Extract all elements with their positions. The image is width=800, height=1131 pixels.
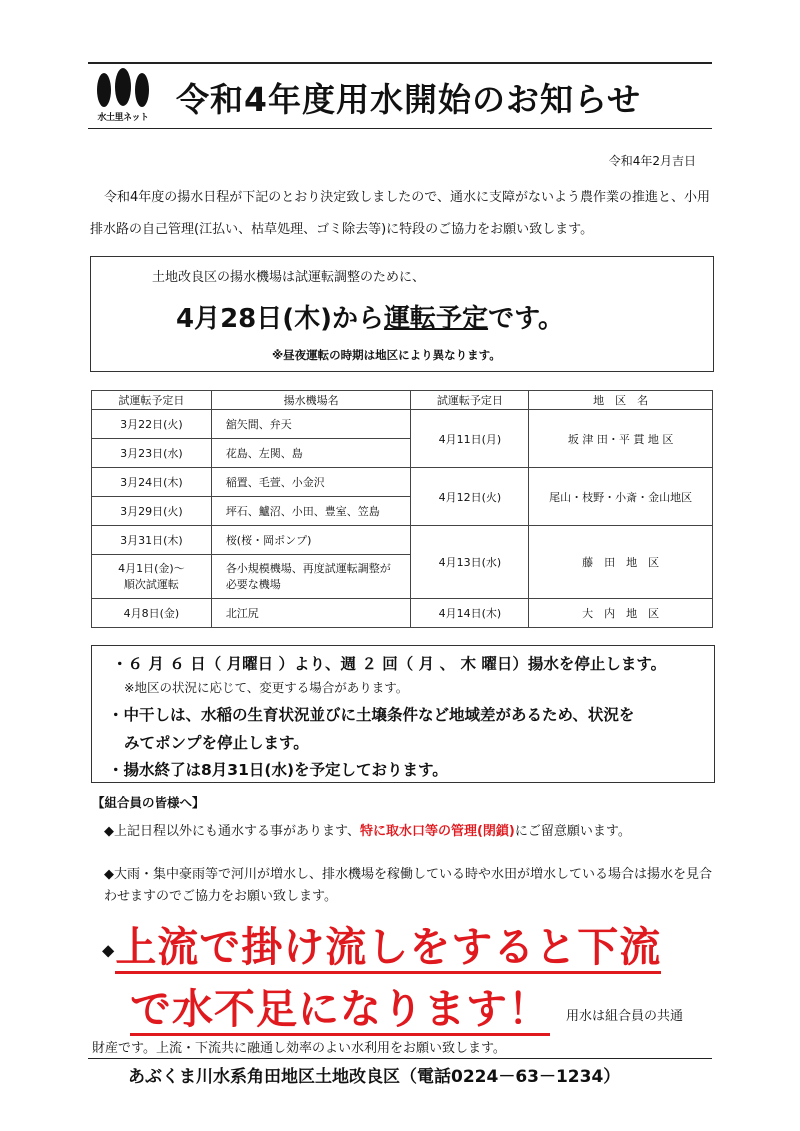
- table-header-row: [92, 391, 713, 410]
- midseason-drainage-line: ・中干しは、水稲の生育状況並びに土壌条件など地域差があるため、状況を: [108, 706, 635, 724]
- closing-text-1: 用水は組合員の共通: [566, 1009, 684, 1024]
- table-cell-date: 3月22日(火): [92, 410, 212, 439]
- header-district: 地 区 名: [529, 391, 713, 410]
- table-cell-district: 藤 田 地 区: [529, 526, 713, 599]
- table-cell-station: 花島、左関、島: [211, 439, 411, 468]
- table-cell-station: 北江尻: [211, 599, 411, 628]
- footer-rule: [88, 1058, 712, 1059]
- table-cell-station: 各小規模機場、再度試運転調整が 必要な機場: [211, 555, 411, 599]
- headline-suffix: です。: [488, 304, 564, 334]
- intro-paragraph: 令和4年度の揚水日程が下記のとおり決定致しましたので、通水に支障がないよう農作業の推進と、小用排水路の自己管理(江払い、枯草処理、ゴミ除去等)に特段のご協力をお願い致します。: [90, 190, 711, 237]
- table-row: [92, 410, 713, 439]
- closing-text-2: 財産です。上流・下流共に融通し効率のよい水利用をお願い致します。: [92, 1041, 506, 1056]
- members-heading: 【組合員の皆様へ】: [92, 795, 205, 810]
- stop-schedule-line: ・６ 月 ６ 日（ 月曜日 ）より、週 ２ 回（ 月 、 木 曜日）揚水を停止します。: [112, 655, 667, 673]
- table-cell-date: 4月8日(金): [92, 599, 212, 628]
- table-cell-station: 稲置、毛萱、小金沢: [211, 468, 411, 497]
- table-cell-station: 坪石、鱸沼、小田、豊室、笠島: [211, 497, 411, 526]
- header-test-date-2: 試運転予定日: [411, 391, 529, 410]
- p1-text: ◆上記日程以外にも通水する事があります、: [104, 824, 360, 839]
- p1-text-end: にご留意願います。: [514, 824, 631, 839]
- start-notice-line: 土地改良区の揚水機場は試運転調整のために、: [152, 270, 426, 285]
- start-date-headline: [176, 298, 564, 335]
- warning-line-1: [102, 914, 661, 973]
- headline-date: 4月28日(木)から: [176, 304, 385, 334]
- p1-red-emphasis: 特に取水口等の管理(閉鎖): [359, 824, 515, 839]
- table-row: [92, 468, 713, 497]
- table-cell-date: 3月29日(火): [92, 497, 212, 526]
- table-cell-district: 尾山・枝野・小斎・金山地区: [529, 468, 713, 526]
- warning-line-2: [130, 976, 550, 1035]
- table-cell-date: 4月13日(水): [411, 526, 529, 599]
- members-paragraph-1: [104, 821, 714, 843]
- table-cell-date: 4月11日(月): [411, 410, 529, 468]
- table-cell-district: 坂 津 田・平 貫 地 区: [529, 410, 713, 468]
- schedule-table: [91, 390, 713, 628]
- top-rule: [88, 62, 712, 64]
- issue-date: 令和4年2月吉日: [608, 154, 696, 168]
- warning-text-1: 上流で掛け流しをすると下流: [115, 923, 661, 974]
- table-cell-date: 4月14日(木): [411, 599, 529, 628]
- stop-schedule-note: ※地区の状況に応じて、変更する場合があります。: [124, 680, 409, 695]
- diamond-bullet-icon: ◆: [102, 940, 116, 960]
- table-cell-date: 4月1日(金)～ 順次試運転: [92, 555, 212, 599]
- members-paragraph-2: ◆大雨・集中豪雨等で河川が増水し、排水機場を稼働している時や水田が増水している場合は揚水を見合わせますのでご協力をお願い致します。: [104, 867, 712, 904]
- headline-underlined: 運転予定: [384, 304, 489, 334]
- header-rule: [88, 128, 712, 129]
- start-notice-note: ※昼夜運転の時期は地区により異なります。: [272, 348, 501, 362]
- header-pump-station: 揚水機場名: [211, 391, 411, 410]
- table-cell-date: 3月23日(水): [92, 439, 212, 468]
- table-cell-date: 4月12日(火): [411, 468, 529, 526]
- logo-caption: 水土里ネット: [97, 113, 149, 123]
- footer-contact: あぶくま川水系角田地区土地改良区（電話0224－63－1234）: [128, 1067, 621, 1087]
- header-test-date: 試運転予定日: [92, 391, 212, 410]
- table-row: [92, 526, 713, 555]
- warning-text-2: で水不足になります！: [130, 985, 550, 1036]
- table-cell-station: 舘矢間、弁天: [211, 410, 411, 439]
- page-title: 令和4年度用水開始のお知らせ: [176, 80, 641, 119]
- table-cell-date: 3月31日(木): [92, 526, 212, 555]
- end-date-line: ・揚水終了は8月31日(水)を予定しております。: [108, 761, 448, 779]
- table-cell-district: 大 内 地 区: [529, 599, 713, 628]
- table-row: [92, 599, 713, 628]
- table-cell-station: 桜(桜・岡ポンプ): [211, 526, 411, 555]
- table-cell-date: 3月24日(木): [92, 468, 212, 497]
- midseason-drainage-line-2: みてポンプを停止します。: [124, 734, 309, 752]
